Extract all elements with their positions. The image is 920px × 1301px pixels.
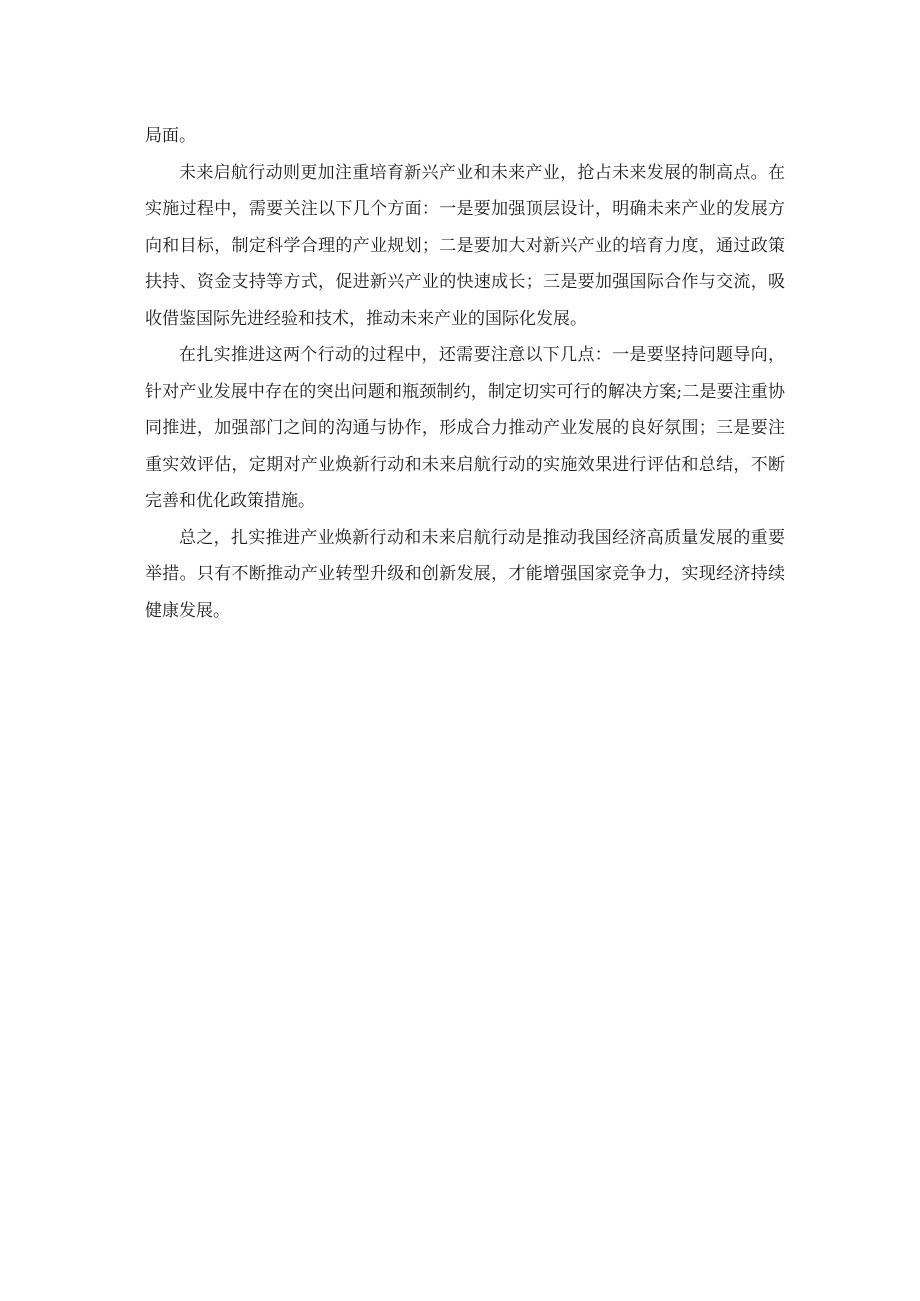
document-body (145, 118, 785, 629)
paragraph-future-launch: 未来启航行动则更加注重培育新兴产业和未来产业，抢占未来发展的制高点。在实施过程中，需要关注以下几个方面：一是要加强顶层设计，明确未来产业的发展方向和目标，制定科学合理的产业规划；二是要加大对新兴产业的培育力度，通过政策扶持、资金支持等方式，促进新兴产业的快速成长；三是要加强国际合作与交流，吸收借鉴国际先进经验和技术，推动未来产业的国际化发展。 (145, 162, 785, 329)
paragraph-continuation: 局面。 (145, 126, 196, 146)
paragraph-conclusion: 总之，扎实推进产业焕新行动和未来启航行动是推动我国经济高质量发展的重要举措。只有不断推动产业转型升级和创新发展，才能增强国家竞争力，实现经济持续健康发展。 (145, 527, 785, 621)
paragraph-implementation-notes: 在扎实推进这两个行动的过程中，还需要注意以下几点：一是要坚持问题导向，针对产业发展中存在的突出问题和瓶颈制约，制定切实可行的解决方案;二是要注重协同推进，加强部门之间的沟通与协作，形成合力推动产业发展的良好氛围；三是要注重实效评估，定期对产业焕新行动和未来启航行动的实施效果进行评估和总结，不断完善和优化政策措施。 (145, 345, 785, 511)
